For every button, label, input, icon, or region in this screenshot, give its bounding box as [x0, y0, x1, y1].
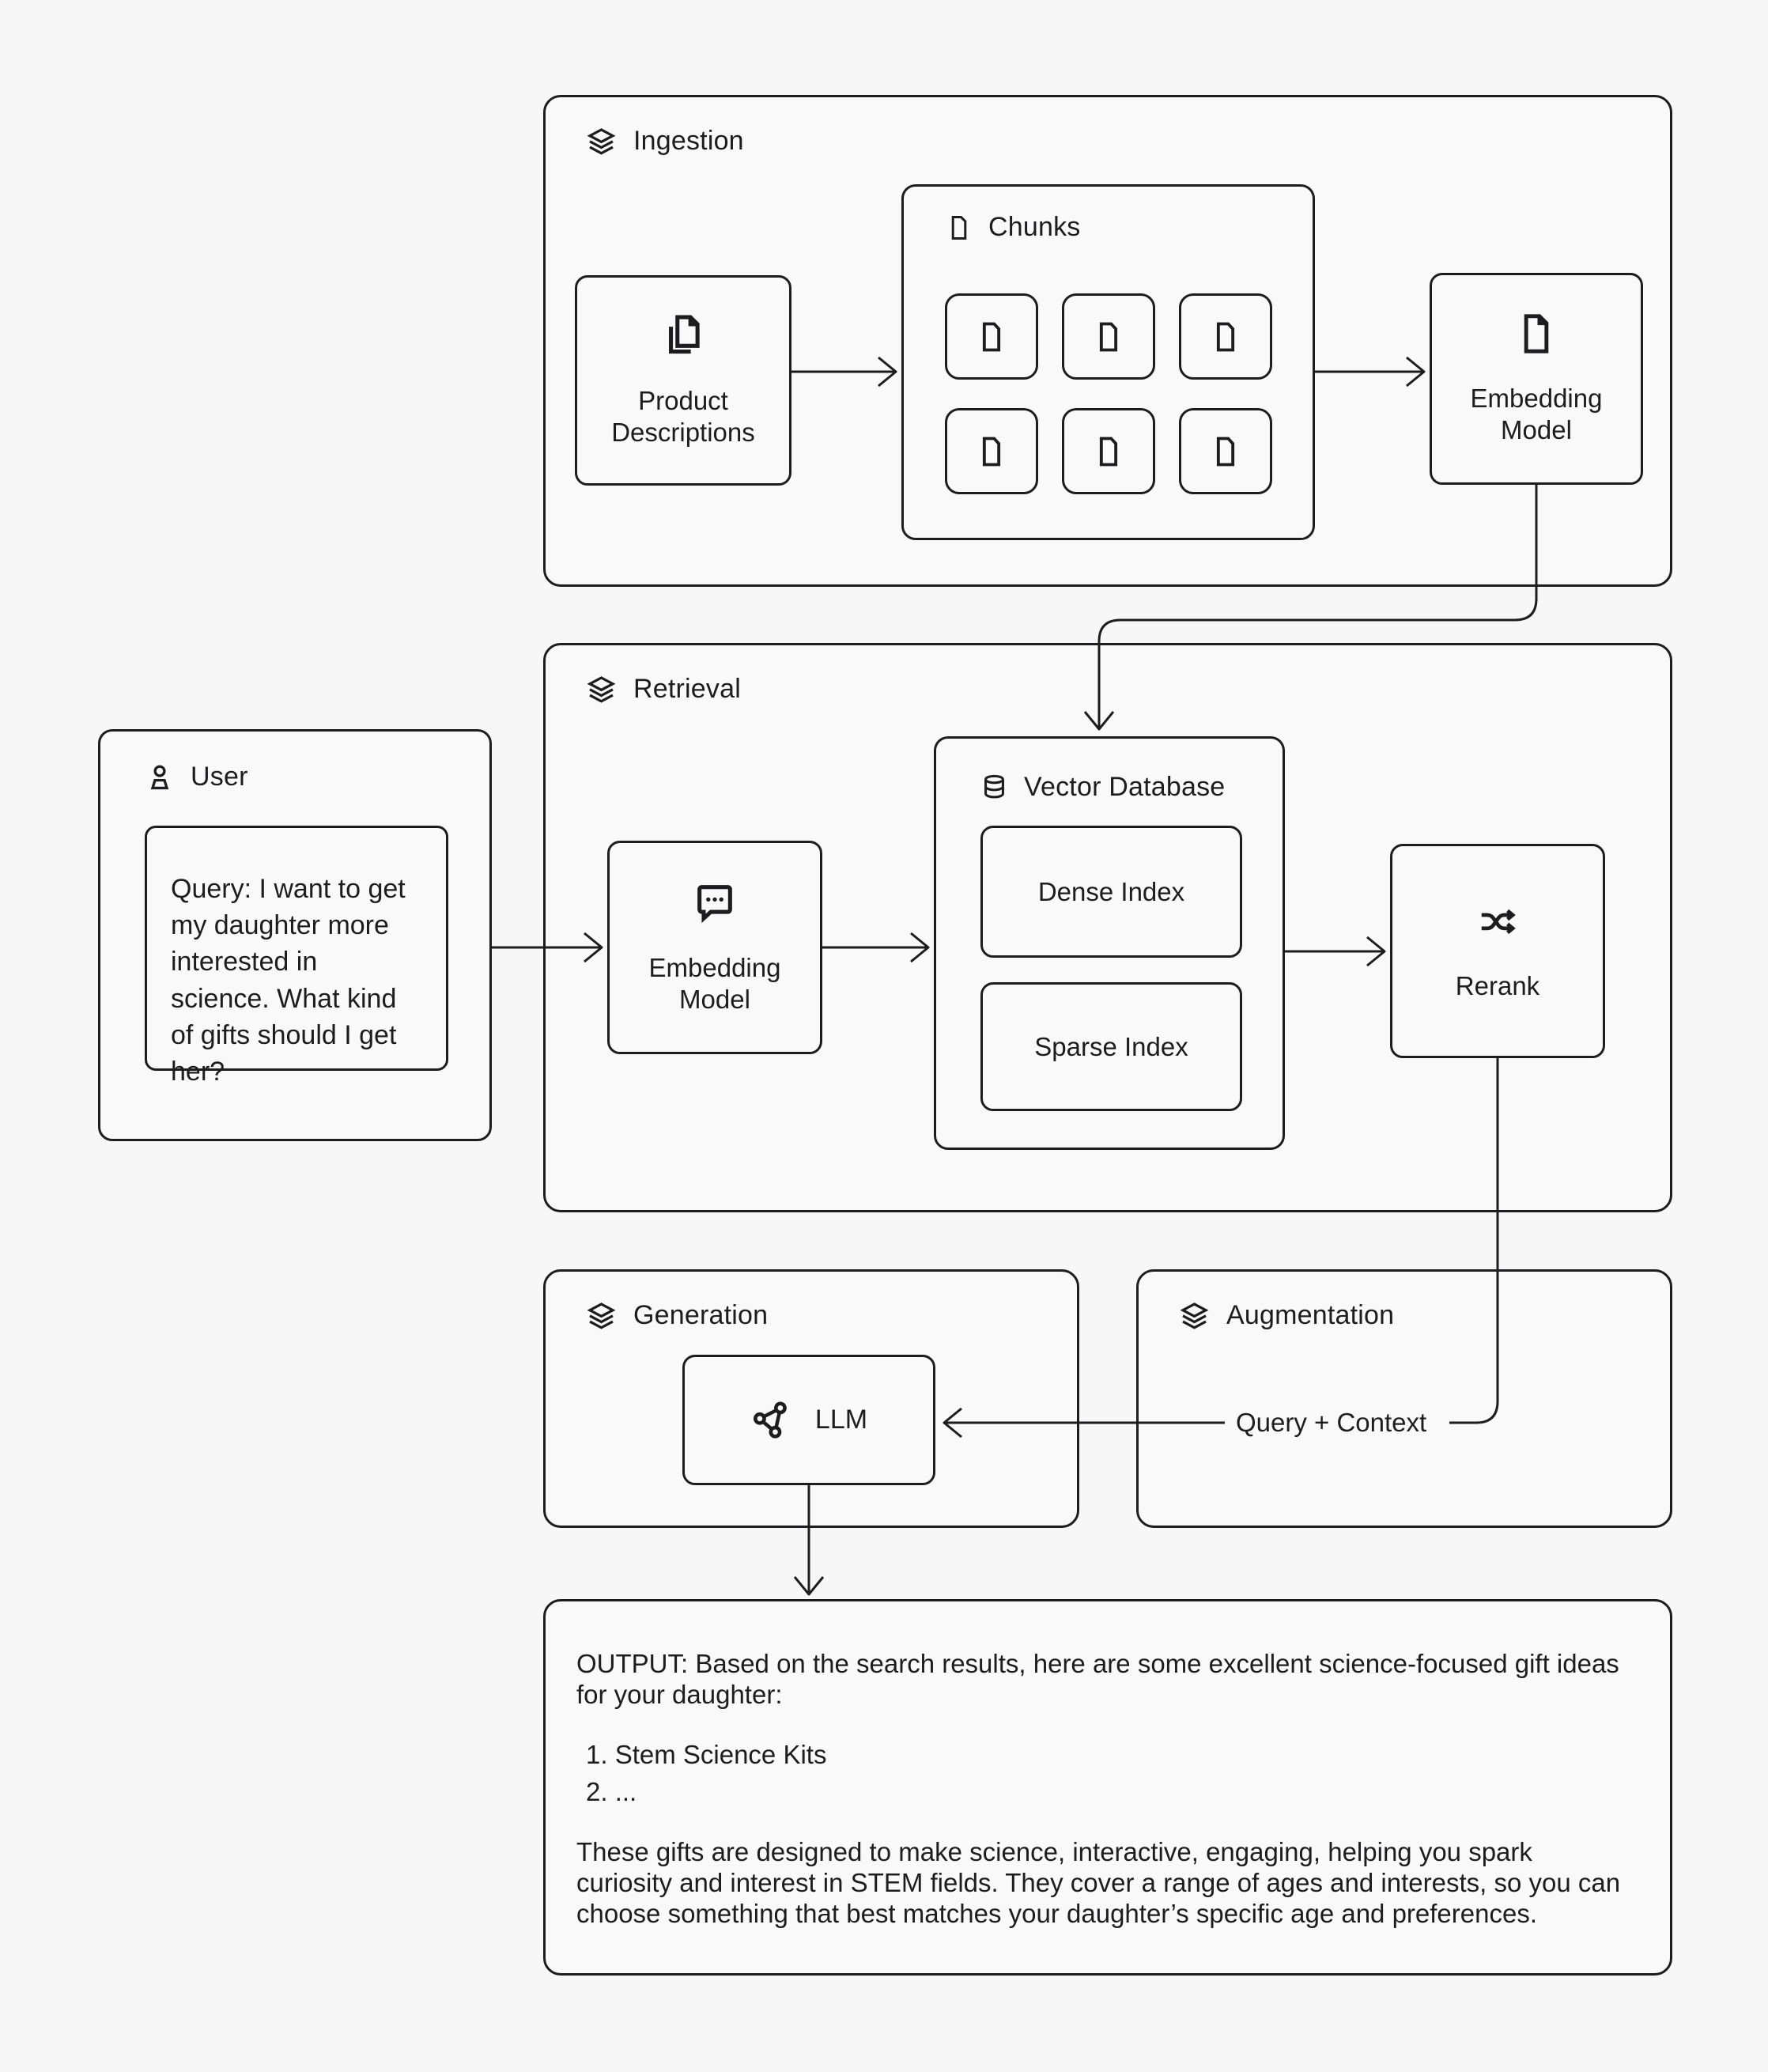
chunks-label: Chunks [988, 212, 1081, 242]
node-vector-database [934, 736, 1285, 1150]
person-icon [145, 762, 175, 792]
section-ingestion-header [587, 126, 744, 157]
layers-icon [587, 1301, 616, 1330]
section-retrieval-label: Retrieval [633, 674, 741, 704]
output-intro: OUTPUT: Based on the search results, here are some excellent science-focused gift ideas for your daughter: [576, 1649, 1619, 1709]
node-user [98, 729, 492, 1141]
output-text [576, 1649, 1633, 1930]
user-label: User [191, 762, 248, 792]
node-product-descriptions [575, 275, 791, 486]
node-product-descriptions-label: Product Descriptions [611, 386, 755, 447]
chunks-header [946, 212, 1080, 243]
output-list-item: 1. Stem Science Kits [586, 1739, 827, 1769]
section-augmentation-header [1180, 1300, 1394, 1331]
database-icon [980, 773, 1008, 801]
node-dense-index [980, 826, 1242, 958]
section-generation-label: Generation [633, 1300, 769, 1330]
section-augmentation [1136, 1269, 1672, 1528]
section-generation-header [587, 1300, 768, 1331]
document-icon [1208, 319, 1243, 354]
output-paragraph: These gifts are designed to make science, interactive, engaging, helping you spark curiosity and interest in STEM fields. They cover a range of ages and interests, so you can choose something that best matches your daughter’s specific age and preferences. [576, 1836, 1621, 1928]
user-query [145, 826, 448, 1087]
node-embedding-model-ingestion [1430, 273, 1643, 485]
node-embedding-model-retrieval-label: Embedding Model [648, 953, 781, 1014]
chat-bubble-icon [692, 879, 738, 925]
document-icon [946, 214, 973, 241]
chunk-cell [945, 408, 1038, 494]
node-llm-label: LLM [814, 1405, 868, 1435]
layers-icon [1180, 1301, 1209, 1330]
node-embedding-model-ingestion-label: Embedding Model [1470, 384, 1603, 444]
node-rerank [1390, 844, 1605, 1058]
output-box [543, 1599, 1672, 1976]
user-header [145, 762, 248, 792]
document-icon [974, 319, 1009, 354]
node-chunks [901, 184, 1315, 540]
node-rerank-label: Rerank [1455, 970, 1540, 1000]
document-icon [974, 434, 1009, 469]
arrowhead-down-icon [795, 1577, 823, 1594]
sparse-index-label: Sparse Index [1034, 1031, 1188, 1061]
chunk-cell [1179, 408, 1272, 494]
query-context-label: Query + Context [1236, 1408, 1427, 1437]
chunk-cell [1062, 293, 1155, 380]
copy-documents-icon [660, 312, 706, 358]
document-icon [1091, 319, 1126, 354]
shuffle-icon [1472, 901, 1523, 943]
chunk-cell [1062, 408, 1155, 494]
output-list-item: 2. ... [586, 1776, 637, 1806]
share-network-icon [750, 1400, 791, 1441]
chunk-cell [945, 293, 1038, 380]
user-query-text: Query: I want to get my daughter more interested in science. What kind of gifts should I get her? [171, 874, 406, 1087]
node-sparse-index [980, 982, 1242, 1111]
document-icon [1514, 312, 1558, 356]
layers-icon [587, 675, 616, 704]
section-retrieval-header [587, 674, 741, 705]
chunk-cell [1179, 293, 1272, 380]
vector-database-header [980, 772, 1225, 803]
document-icon [1091, 434, 1126, 469]
dense-index-label: Dense Index [1037, 876, 1185, 906]
layers-icon [587, 127, 616, 156]
vector-database-label: Vector Database [1024, 772, 1226, 802]
document-icon [1208, 434, 1243, 469]
node-embedding-model-retrieval [607, 841, 822, 1054]
section-augmentation-label: Augmentation [1226, 1300, 1395, 1330]
node-llm [682, 1355, 935, 1485]
section-ingestion-label: Ingestion [633, 126, 744, 156]
